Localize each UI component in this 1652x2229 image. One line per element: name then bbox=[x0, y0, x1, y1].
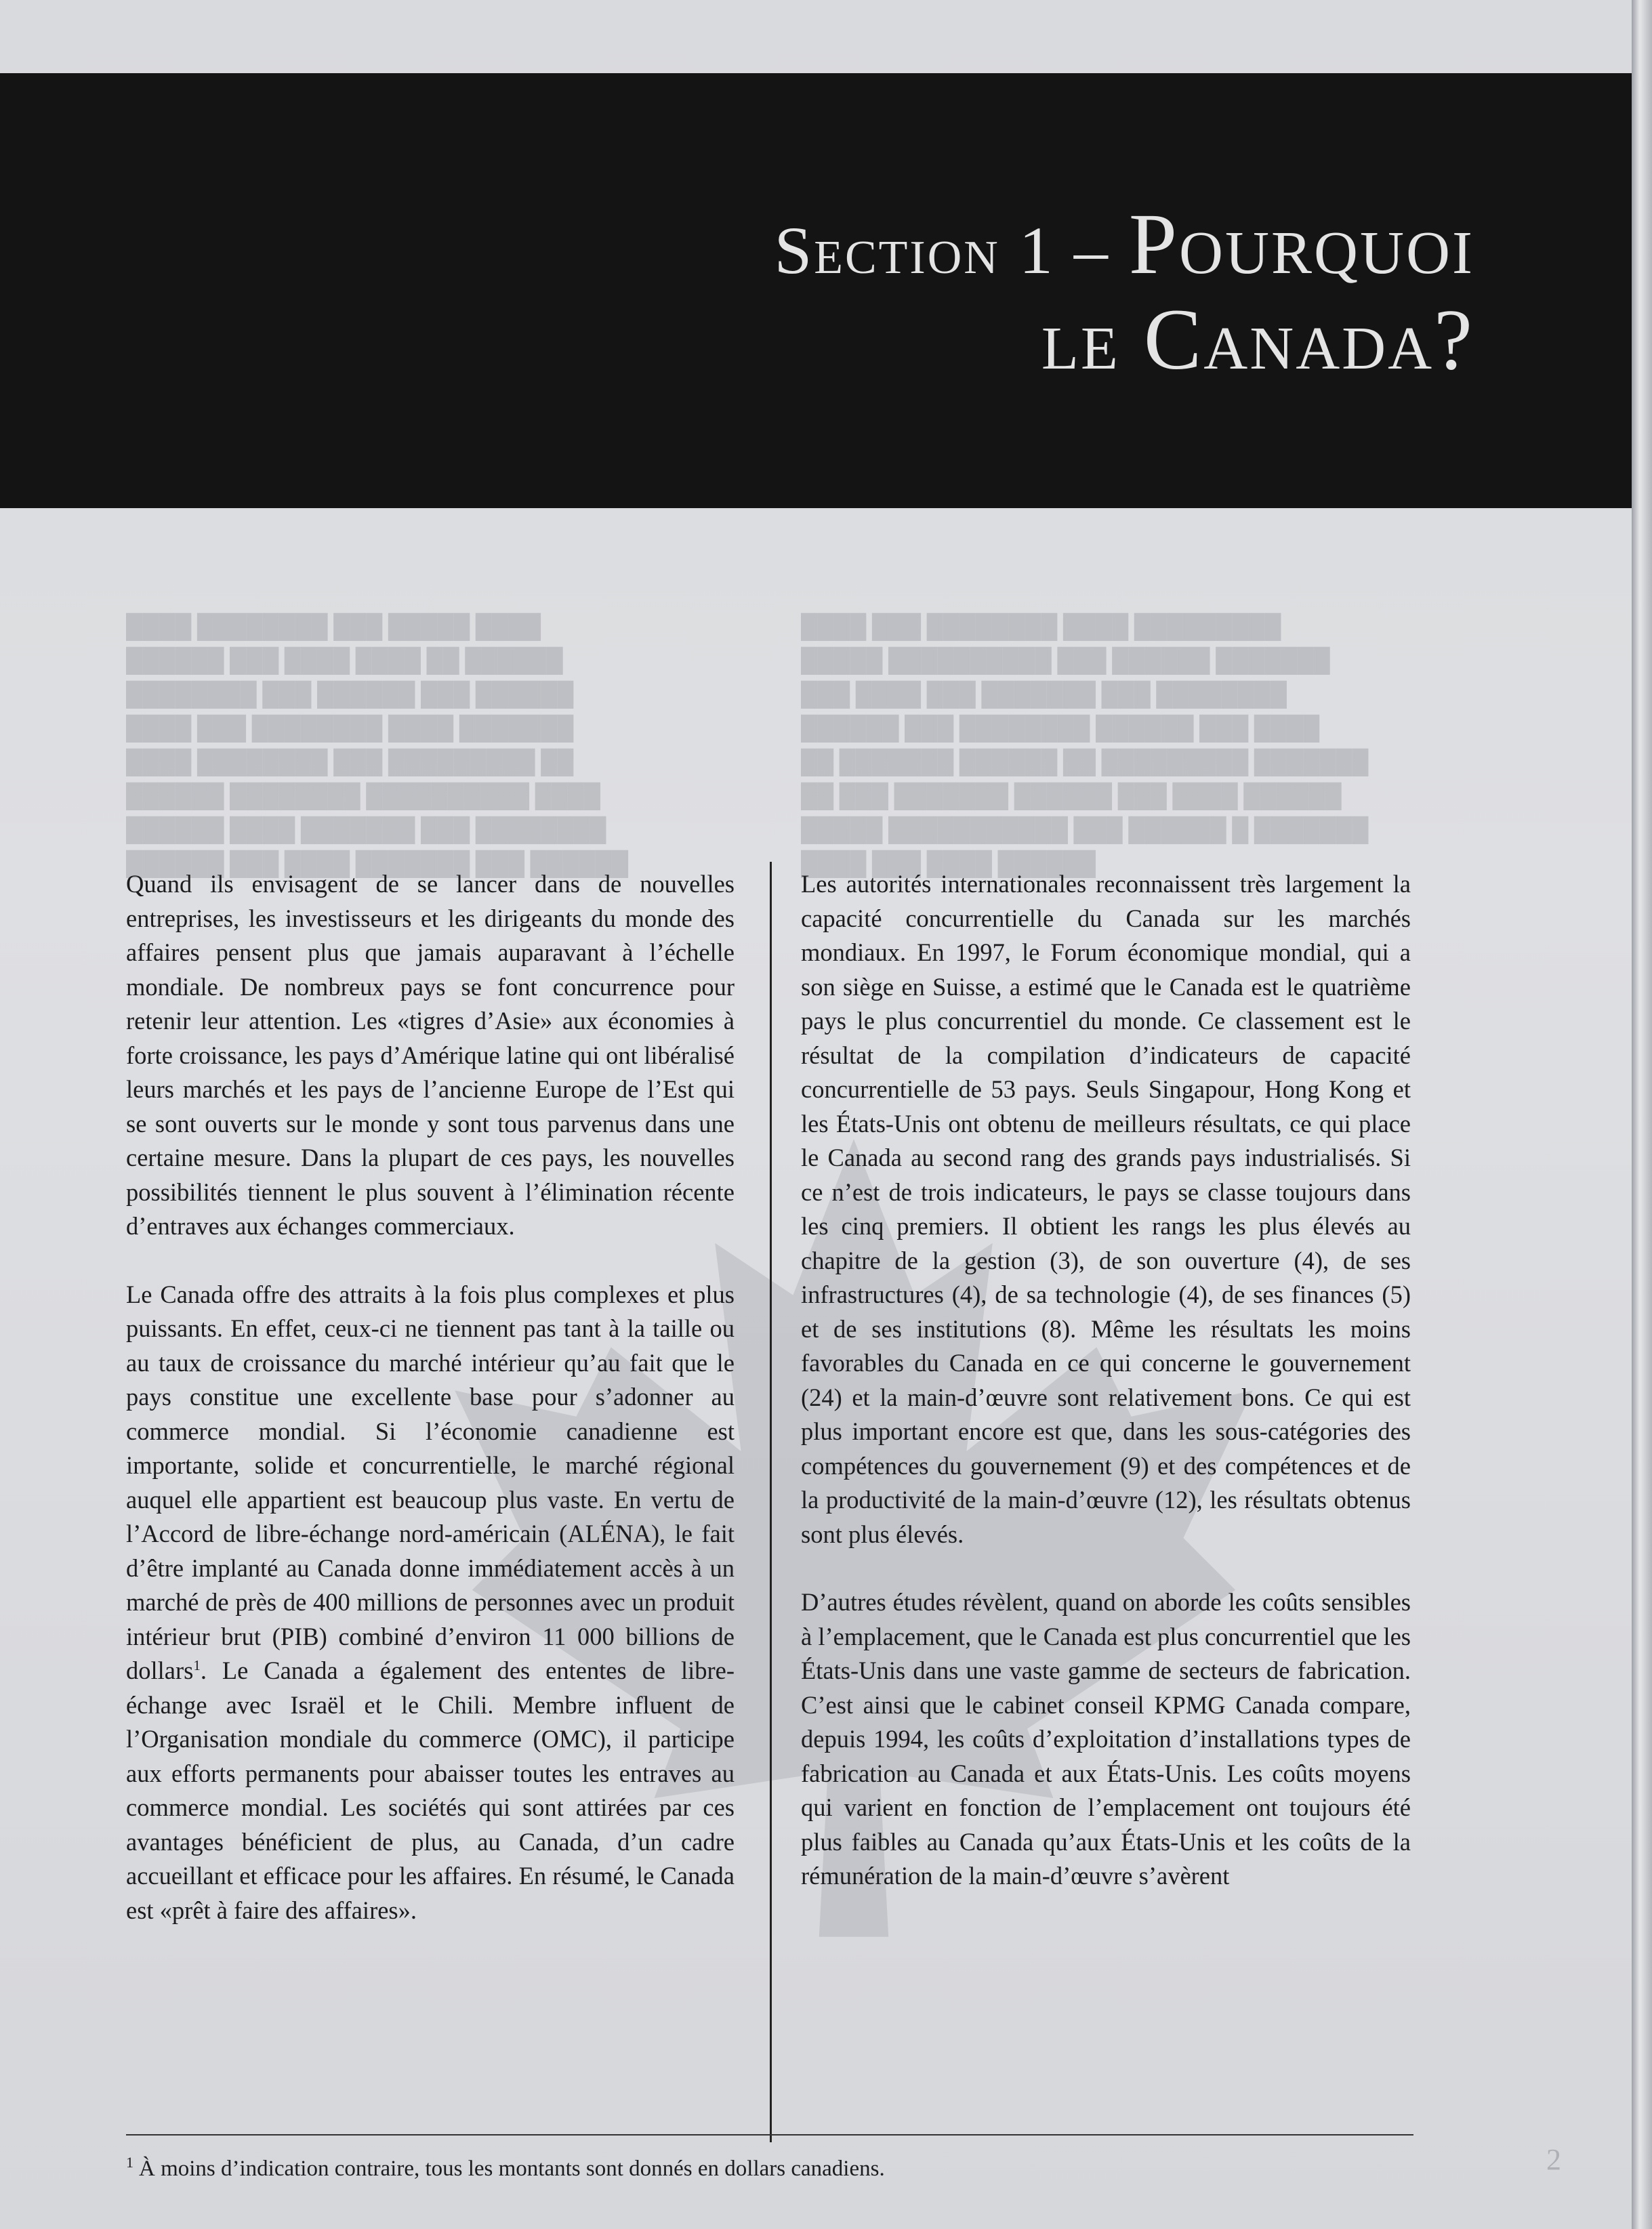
show-through-text: ██████ ███ ████ ███████ ███ ██████ ██████ ████ ███████ ███ ████████ ██████ ████████ ██████████ ████ ████ ████████ ███ █████████ ██ ████ ███ ████████ ████ ███████ ████████ ███ ██████ ███ ██████ ██████ ███ ████ ████ ██ ██████ ████ ████████ ███ █████ ████ bbox=[126, 614, 629, 877]
paragraph-text: Le Canada offre des attraits à la fois plus complexes et plus puissants. En effet, ceux-ci ne tiennent pas tant à la taille ou au taux de croissance du marché intérieur qu’au fait que le pays constitue une excellente base pour s’adonner au commerce mondial. Si l’économie canadienne est importante, solide et concurrentielle, le marché régional auquel elle appartient est beaucoup plus vaste. En vertu de l’Accord de libre-échange nord-américain (ALÉNA), le fait d’être implanté au Canada donne immédiatement accès à un marché de près de 400 millions de personnes avec un produit intérieur brut (PIB) combiné d’environ 11 000 billions de dollars bbox=[126, 1280, 735, 1684]
paragraph: D’autres études révèlent, quand on aborde les coûts sensibles à l’emplacement, que le Canada est plus concurrentiel que les États-Unis dans une vaste gamme de secteurs de fabrication. C’est ainsi que le cabinet conseil KPMG Canada compare, depuis 1994, les coûts d’exploitation d’installations types de fabrication au Canada et aux États-Unis. Les coûts moyens qui varient en fonction de l’emplacement ont toujours été plus faibles au Canada qu’aux États-Unis et les coûts de la rémunération de la main-d’œuvre s’avèrent bbox=[801, 1588, 1411, 1890]
footnote-text: À moins d’indication contraire, tous les montants sont donnés en dollars canadiens. bbox=[139, 2157, 885, 2181]
title-prefix: Section 1 – bbox=[774, 213, 1129, 288]
column-divider bbox=[770, 862, 772, 2142]
right-column bbox=[801, 867, 1411, 1928]
page-title bbox=[775, 196, 1474, 388]
paragraph-text: . Le Canada a également des ententes de libre-échange avec Israël et le Chili. Membre influent de l’Organisation mondiale du commerce (OMC), il participe aux efforts permanents pour abaisser toutes les entraves au commerce mondial. Les sociétés qui sont attirées par ces avantages bénéficient de plus, au Canada, d’un cadre accueillant et efficace pour les affaires. En résumé, le Canada est «prêt à faire des affaires». bbox=[126, 1657, 735, 1924]
footnote-divider bbox=[126, 2134, 1413, 2136]
title-word: Pourquoi bbox=[1128, 196, 1474, 292]
page-number: 2 bbox=[1546, 2143, 1561, 2176]
footnote-number: 1 bbox=[126, 2154, 133, 2171]
footnote bbox=[126, 2149, 885, 2182]
show-through-text: ████ ███ ████ ██████ █████ ███████████ ███ ██████ █ ███████ ██ ███ ███████ ██████ ███ ████ ██████ ██ ███████ ██████ ██ █████████ ███████ ██████ ███ ████████ ██████ ███ ████ ███ ████ ███ ███████ ███ ████████ █████ ██████████ ███ ██████ ███████ ████ ███ ████████ ████ █████████ bbox=[801, 614, 1369, 877]
footnote-marker[interactable]: 1 bbox=[193, 1657, 201, 1673]
page-edge bbox=[1632, 0, 1652, 2229]
left-column bbox=[126, 867, 735, 1961]
paragraph: Quand ils envisagent de se lancer dans de nouvelles entreprises, les investisseurs et les dirigeants du monde des affaires pensent plus que jamais auparavant à l’échelle mondiale. De nombreux pays se font concurrence pour retenir leur attention. Les «tigres d’Asie» aux économies à forte croissance, les pays d’Amérique latine qui ont libéralisé leurs marchés et les pays de l’ancienne Europe de l’Est qui se sont ouverts sur le monde y sont tous parvenus dans une certaine mesure. Dans la plupart de ces pays, les nouvelles possibilités tiennent le plus souvent à l’élimination récente d’entraves aux échanges commerciaux. bbox=[126, 870, 735, 1240]
paragraph: Les autorités internationales reconnaissent très largement la capacité concurrentielle du Canada sur les marchés mondiaux. En 1997, le Forum économique mondial, qui a son siège en Suisse, a estimé que le Canada est le quatrième pays le plus concurrentiel du monde. Ce classement est le résultat de la compilation d’indicateurs de capacité concurrentielle de 53 pays. Seuls Singapour, Hong Kong et les États-Unis ont obtenu de meilleurs résultats, ce qui place le Canada au second rang des grands pays industrialisés. Si ce n’est de trois indicateurs, le pays se classe toujours dans les cinq premiers. Il obtient les rangs les plus élevés au chapitre de la gestion (3), de son ouverture (4), de ses infrastructures (4), de sa technologie (4), de ses finances (5) et de ses institutions (8). Même les résultats les moins favorables du Canada en ce qui concerne le gouvernement (24) et la main-d’œuvre sont relativement bons. Ce qui est plus important encore est que, dans les sous-catégories des compétences du gouvernement (9) et des compétences et de la productivité de la main-d’œuvre (12), les résultats obtenus sont plus élevés. bbox=[801, 870, 1411, 1548]
title-line-2: le Canada? bbox=[1041, 291, 1474, 388]
paragraph bbox=[126, 1278, 735, 1928]
